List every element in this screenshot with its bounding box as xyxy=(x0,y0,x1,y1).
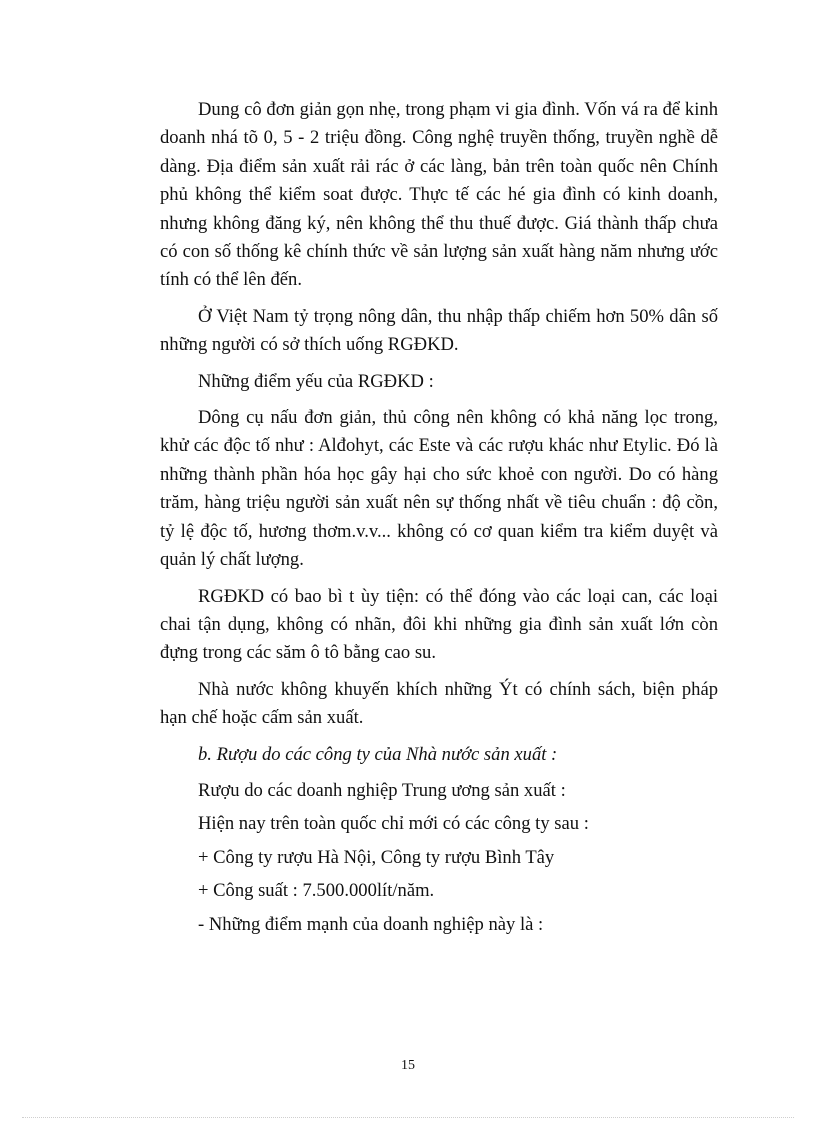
page-number: 15 xyxy=(401,1058,415,1073)
list-item-companies: + Công ty rượu Hà Nội, Công ty rượu Bình Tây xyxy=(198,846,555,868)
paragraph-central-enterprises: Rượu do các doanh nghiệp Trung ương sản xuất : xyxy=(198,779,566,801)
body-text xyxy=(160,96,718,944)
section-heading-state-companies: b. Rượu do các công ty của Nhà nước sản xuất : xyxy=(198,743,558,765)
paragraph-simple-tools: Dông cụ nấu đơn giản, thủ công nên không có khả năng lọc trong, khử các độc tố như : Alđohyt, các Este và các rượu khác như Etylic. Đó là những thành phần hóa học gây hại cho sức khoẻ con người. Do có hàng trăm, hàng triệu người sản xuất nên sự thống nhất về tiêu chuẩn : độ cồn, tỷ lệ độc tố, hương thơm.v.v... không có cơ quan kiểm tra kiểm duyệt và quản lý chất lượng. xyxy=(160,407,718,571)
list-item-strengths: - Những điểm mạnh của doanh nghiệp này là : xyxy=(198,913,544,935)
paragraph-weaknesses-heading: Những điểm yếu của RGĐKD : xyxy=(198,370,434,392)
paragraph-companies-list-intro: Hiện nay trên toàn quốc chỉ mới có các công ty sau : xyxy=(198,813,589,835)
list-item-capacity: + Công suất : 7.500.000lít/năm. xyxy=(198,880,435,902)
paragraph-household-production: Dung cô đơn giản gọn nhẹ, trong phạm vi gia đình. Vốn vá ra để kinh doanh nhá tõ 0, 5 - 2 triệu đồng. Công nghệ truyền thống, truyền nghề dễ dàng. Địa điểm sản xuất rải rác ở các làng, bản trên toàn quốc nên Chính phủ không thể kiểm soat được. Thực tế các hé gia đình có kinh doanh, nhưng không đăng ký, nên không thể thu thuế được. Giá thành thấp chưa có con số thống kê chính thức về sản lượng sản xuất hàng năm nhưng ước tính có thể lên đến. xyxy=(160,99,718,291)
paragraph-farmer-share: Ở Việt Nam tỷ trọng nông dân, thu nhập thấp chiếm hơn 50% dân số những người có sở thích uống RGĐKD. xyxy=(160,305,718,356)
page-bottom-divider xyxy=(22,1117,794,1118)
paragraph-packaging: RGĐKD có bao bì t ùy tiện: có thể đóng vào các loại can, các loại chai tận dụng, không có nhãn, đôi khi những gia đình sản xuất lớn còn đựng trong các săm ô tô bằng cao su. xyxy=(160,585,718,664)
paragraph-state-policy: Nhà nước không khuyến khích những Ýt có chính sách, biện pháp hạn chế hoặc cấm sản xuất. xyxy=(160,678,718,729)
